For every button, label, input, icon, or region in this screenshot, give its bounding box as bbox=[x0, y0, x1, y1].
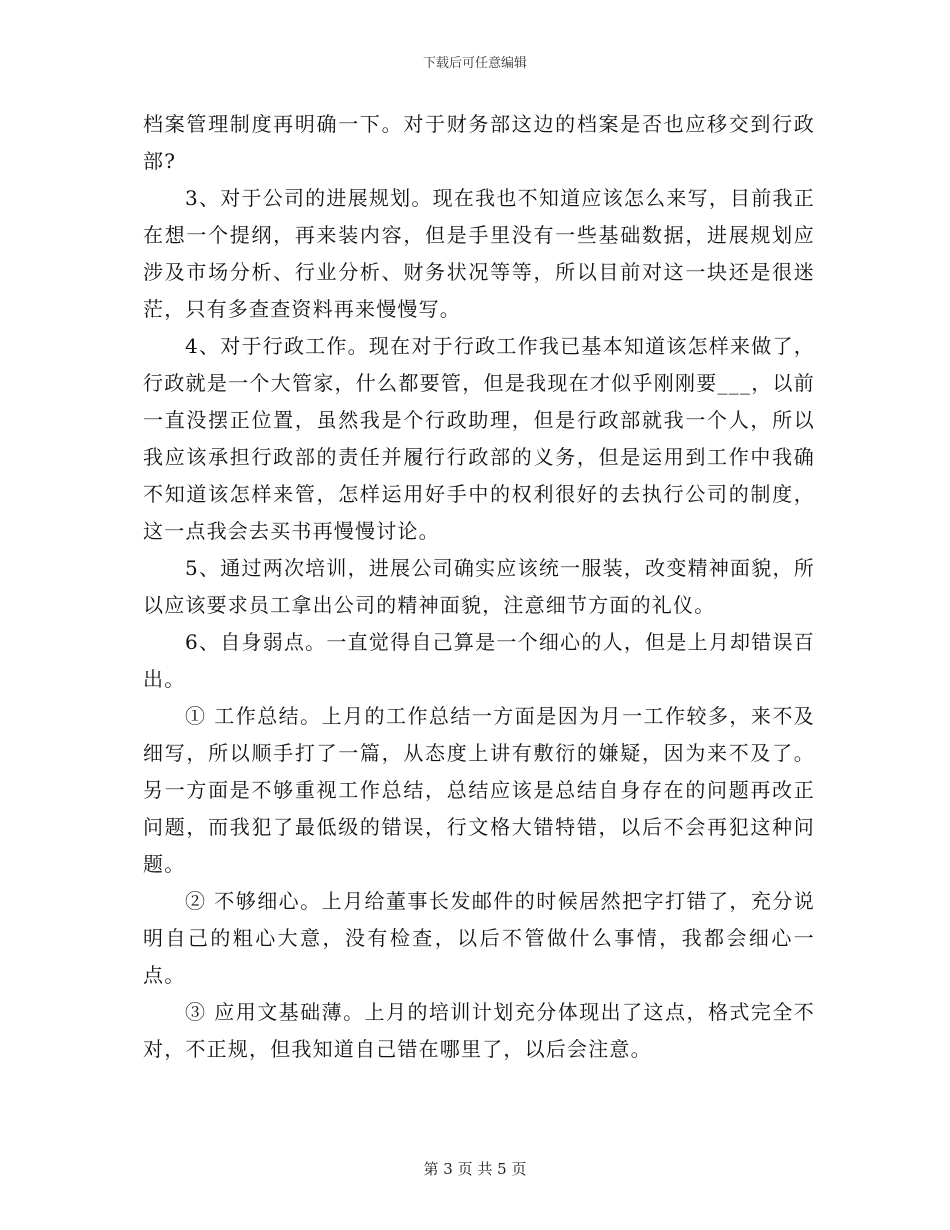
paragraph-development-plan: 3、对于公司的进展规划。现在我也不知道应该怎么来写，目前我正在想一个提纲，再来装内容，但是手里没有一些基础数据，进展规划应涉及市场分析、行业分析、财务状况等等，所以目前对这一块还是很迷茫，只有多查查资料再来慢慢写。 bbox=[143, 186, 815, 321]
page-header: 下载后可任意编辑 bbox=[422, 56, 527, 71]
page-number: 第 3 页 共 5 页 bbox=[423, 1160, 527, 1178]
paragraph-admin-work: 4、对于行政工作。现在对于行政工作我已基本知道该怎样来做了，行政就是一个大管家，什么都要管，但是我现在才似乎刚刚要___，以前一直没摆正位置，虽然我是个行政助理，但是行政部就我一个人，所以我应该承担行政部的责任并履行行政部的义务，但是运用到工作中我确不知道该怎样来管，怎样运用好手中的权利很好的去执行公司的制度，这一点我会去买书再慢慢讨论。 bbox=[143, 334, 815, 543]
paragraph-weaknesses: 6、自身弱点。一直觉得自己算是一个细心的人，但是上月却错误百出。 bbox=[143, 630, 815, 691]
paragraph-archive-transfer: 档案管理制度再明确一下。对于财务部这边的档案是否也应移交到行政部? bbox=[143, 112, 815, 173]
paragraph-writing-basics: ③ 应用文基础薄。上月的培训计划充分体现出了这点，格式完全不对，不正规，但我知道自己错在哪里了，以后会注意。 bbox=[143, 1000, 815, 1061]
document-body bbox=[143, 106, 815, 1068]
paragraph-training-uniform: 5、通过两次培训，进展公司确实应该统一服装，改变精神面貌，所以应该要求员工拿出公司的精神面貌，注意细节方面的礼仪。 bbox=[143, 556, 815, 617]
paragraph-work-summary: ① 工作总结。上月的工作总结一方面是因为月一工作较多，来不及细写，所以顺手打了一篇，从态度上讲有敷衍的嫌疑，因为来不及了。另一方面是不够重视工作总结，总结应该是总结自身存在的问题再改正问题，而我犯了最低级的错误，行文格大错特错，以后不会再犯这种问题。 bbox=[143, 704, 815, 876]
paragraph-carefulness: ② 不够细心。上月给董事长发邮件的时候居然把字打错了，充分说明自己的粗心大意，没有检查，以后不管做什么事情，我都会细心一点。 bbox=[143, 889, 815, 987]
